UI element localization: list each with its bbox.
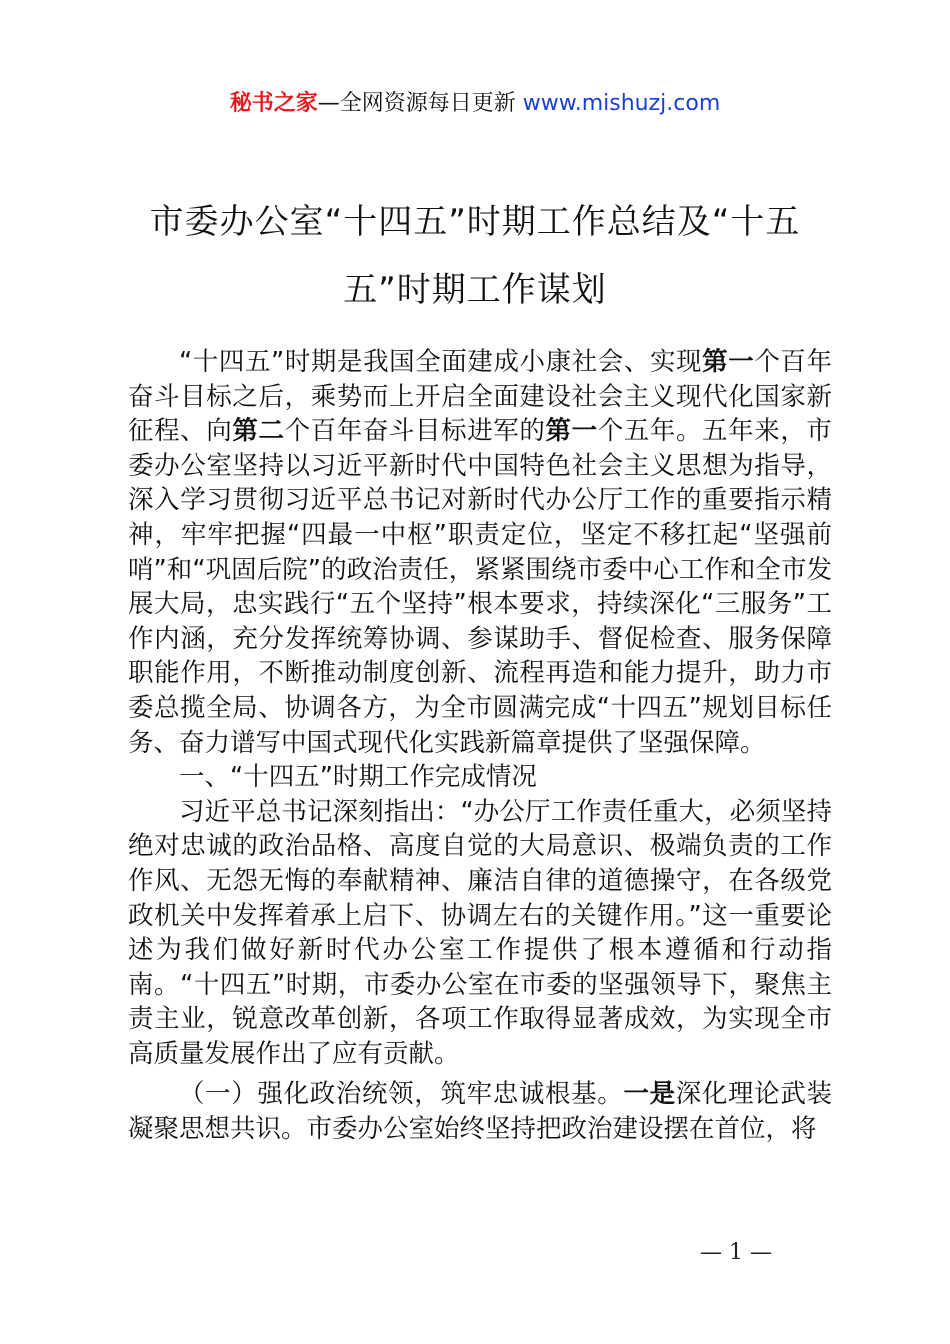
bold-run: 第二 [232, 416, 285, 447]
document-body [128, 345, 832, 1147]
site-brand: 秘书之家 [229, 91, 318, 116]
site-banner [0, 88, 950, 120]
text-run: （一）强化政治统领，筑牢忠诚根基。 [179, 1079, 624, 1110]
text-run: 个百年奋斗目标之后，乘势而上开启全面建设社会主义现代化国家新征程、向 [128, 347, 832, 447]
text-run: 个百年奋斗目标进军的 [284, 416, 546, 447]
paragraph-quote: 习近平总书记深刻指出：“办公厅工作责任重大，必须坚持绝对忠诚的政治品格、高度自觉的大局意识、极端负责的工作作风、无怨无悔的奉献精神、廉洁自律的道德操守，在各级党政机关中发挥着承上启下、协调左右的关键作用。”这一重要论述为我们做好新时代办公室工作提供了根本遵循和行动指南。“十四五”时期，市委办公室在市委的坚强领导下，聚焦主责主业，锐意改革创新，各项工作取得显著成效，为实现全市高质量发展作出了应有贡献。 [128, 796, 832, 1069]
page-number: — 1 — [700, 1240, 772, 1265]
bold-run: 第一 [702, 347, 755, 377]
section-heading: 一、“十四五”时期工作完成情况 [179, 762, 537, 793]
bold-run: 一是 [623, 1079, 676, 1110]
text-run: 深化理论武装凝聚思想共识。市委办公室始终坚持把政治建设摆在首位，将 [128, 1079, 832, 1145]
site-slogan: —全网资源每日更新 [317, 91, 523, 116]
text-run: 个五年。五年来，市委办公室坚持以习近平新时代中国特色社会主义思想为指导，深入学习贯彻习近平总书记对新时代办公厅工作的重要指示精神，牢牢把握“四最一中枢”职责定位，坚定不移扛起“坚强前哨”和“巩固后院”的政治责任，紧紧围绕市委中心工作和全市发展大局，忠实践行“五个坚持”根本要求，持续深化“三服务”工作内涵，充分发挥统筹协调、参谋助手、督促检查、服务保障职能作用，不断推动制度创新、流程再造和能力提升，助力市委总揽全局、协调各方，为全市圆满完成“十四五”规划目标任务、奋力谱写中国式现代化实践新篇章提供了坚强保障。 [128, 416, 832, 758]
document-title: 市委办公室“十四五”时期工作总结及“十五五”时期工作谋划 [149, 202, 801, 310]
site-url-link[interactable]: www.mishuzj.com [522, 91, 721, 116]
bold-run: 第一 [545, 416, 598, 447]
paragraph-subsection-1 [128, 1077, 832, 1146]
text-run: “十四五”时期是我国全面建成小康社会、实现 [179, 347, 703, 377]
paragraph-intro [128, 345, 832, 760]
